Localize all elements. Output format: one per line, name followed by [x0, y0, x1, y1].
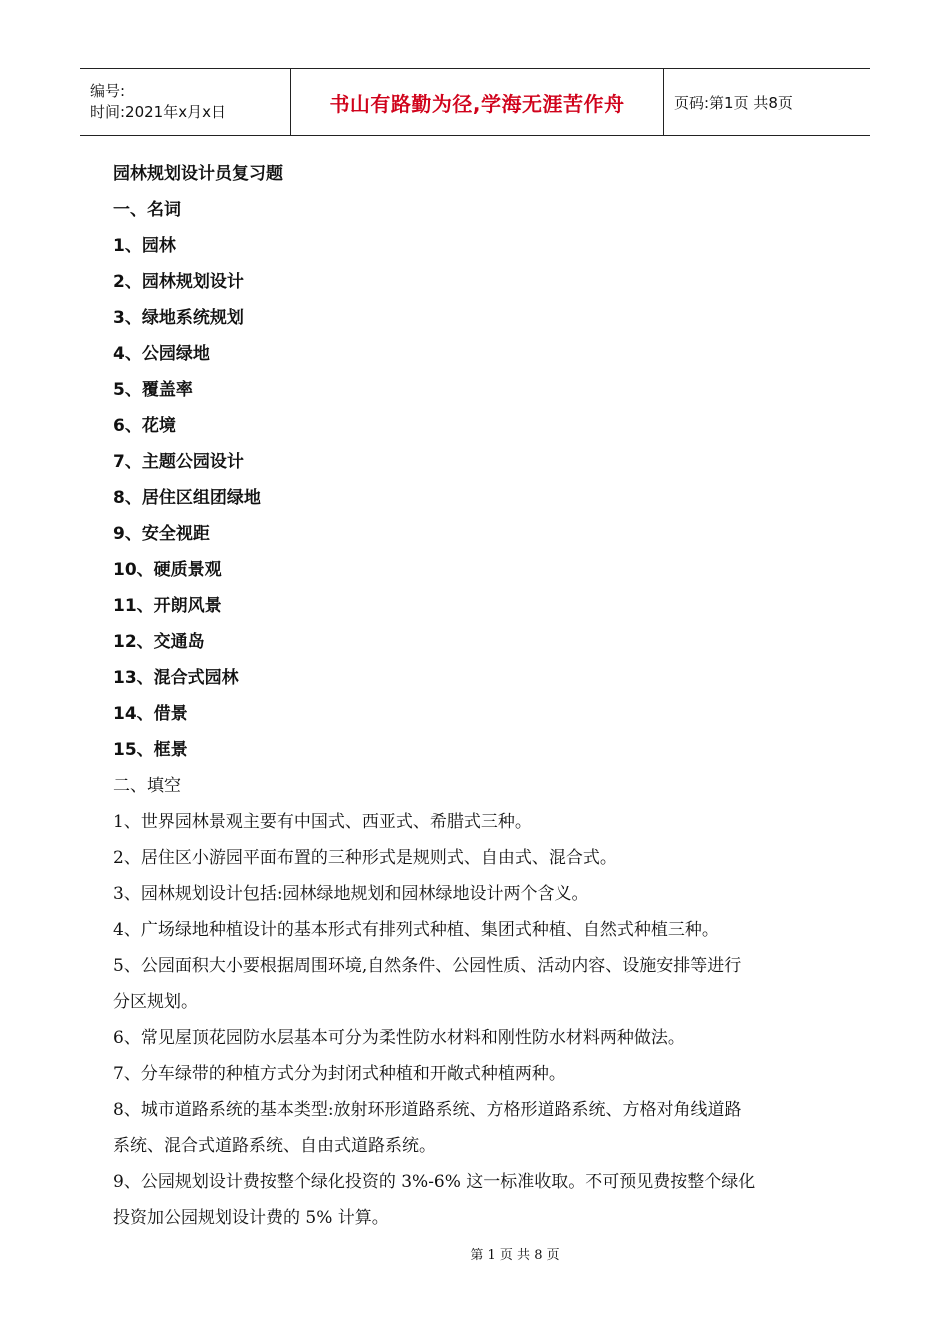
section1-heading: 一、名词 — [113, 200, 181, 220]
section2-list — [113, 804, 843, 1236]
term-item: 13、混合式园林 — [113, 668, 239, 688]
header-motto-cell — [291, 69, 664, 136]
header-left-cell — [80, 69, 291, 136]
fill-blank-line: 7、分车绿带的种植方式分为封闭式种植和开敞式种植两种。 — [113, 1064, 566, 1084]
page-footer: 第 1 页 共 8 页 — [470, 1248, 560, 1263]
section2-heading: 二、填空 — [113, 776, 181, 796]
page-label: 页码:第1页 共8页 — [674, 93, 793, 112]
fill-blank-line: 9、公园规划设计费按整个绿化投资的 3%-6% 这一标准收取。不可预见费按整个绿化 — [113, 1172, 756, 1192]
fill-blank-line: 3、园林规划设计包括:园林绿地规划和园林绿地设计两个含义。 — [113, 884, 589, 904]
term-item: 11、开朗风景 — [113, 596, 222, 616]
time-label: 时间:2021年x月x日 — [90, 103, 226, 121]
term-item: 9、安全视距 — [113, 524, 210, 544]
fill-blank-line: 分区规划。 — [113, 992, 198, 1012]
term-item: 14、借景 — [113, 704, 188, 724]
fill-blank-line: 5、公园面积大小要根据周围环境,自然条件、公园性质、活动内容、设施安排等进行 — [113, 956, 742, 976]
header-page-cell — [664, 69, 871, 136]
term-item: 12、交通岛 — [113, 632, 205, 652]
section1-list — [113, 228, 843, 768]
term-item: 10、硬质景观 — [113, 560, 222, 580]
fill-blank-line: 投资加公园规划设计费的 5% 计算。 — [113, 1208, 389, 1228]
document-body — [113, 156, 843, 1236]
fill-blank-line: 8、城市道路系统的基本类型:放射环形道路系统、方格形道路系统、方格对角线道路 — [113, 1100, 742, 1120]
term-item: 6、花境 — [113, 416, 176, 436]
term-item: 8、居住区组团绿地 — [113, 488, 261, 508]
document-title: 园林规划设计员复习题 — [113, 164, 283, 184]
term-item: 1、园林 — [113, 236, 176, 256]
fill-blank-line: 2、居住区小游园平面布置的三种形式是规则式、自由式、混合式。 — [113, 848, 617, 868]
fill-blank-line: 系统、混合式道路系统、自由式道路系统。 — [113, 1136, 436, 1156]
motto-text: 书山有路勤为径,学海无涯苦作舟 — [329, 91, 625, 116]
fill-blank-line: 1、世界园林景观主要有中国式、西亚式、希腊式三种。 — [113, 812, 532, 832]
term-item: 3、绿地系统规划 — [113, 308, 244, 328]
term-item: 4、公园绿地 — [113, 344, 210, 364]
fill-blank-line: 6、常见屋顶花园防水层基本可分为柔性防水材料和刚性防水材料两种做法。 — [113, 1028, 685, 1048]
header-table — [80, 68, 870, 136]
term-item: 5、覆盖率 — [113, 380, 193, 400]
term-item: 2、园林规划设计 — [113, 272, 244, 292]
number-label: 编号: — [90, 82, 126, 100]
term-item: 15、框景 — [113, 740, 188, 760]
term-item: 7、主题公园设计 — [113, 452, 244, 472]
fill-blank-line: 4、广场绿地种植设计的基本形式有排列式种植、集团式种植、自然式种植三种。 — [113, 920, 719, 940]
